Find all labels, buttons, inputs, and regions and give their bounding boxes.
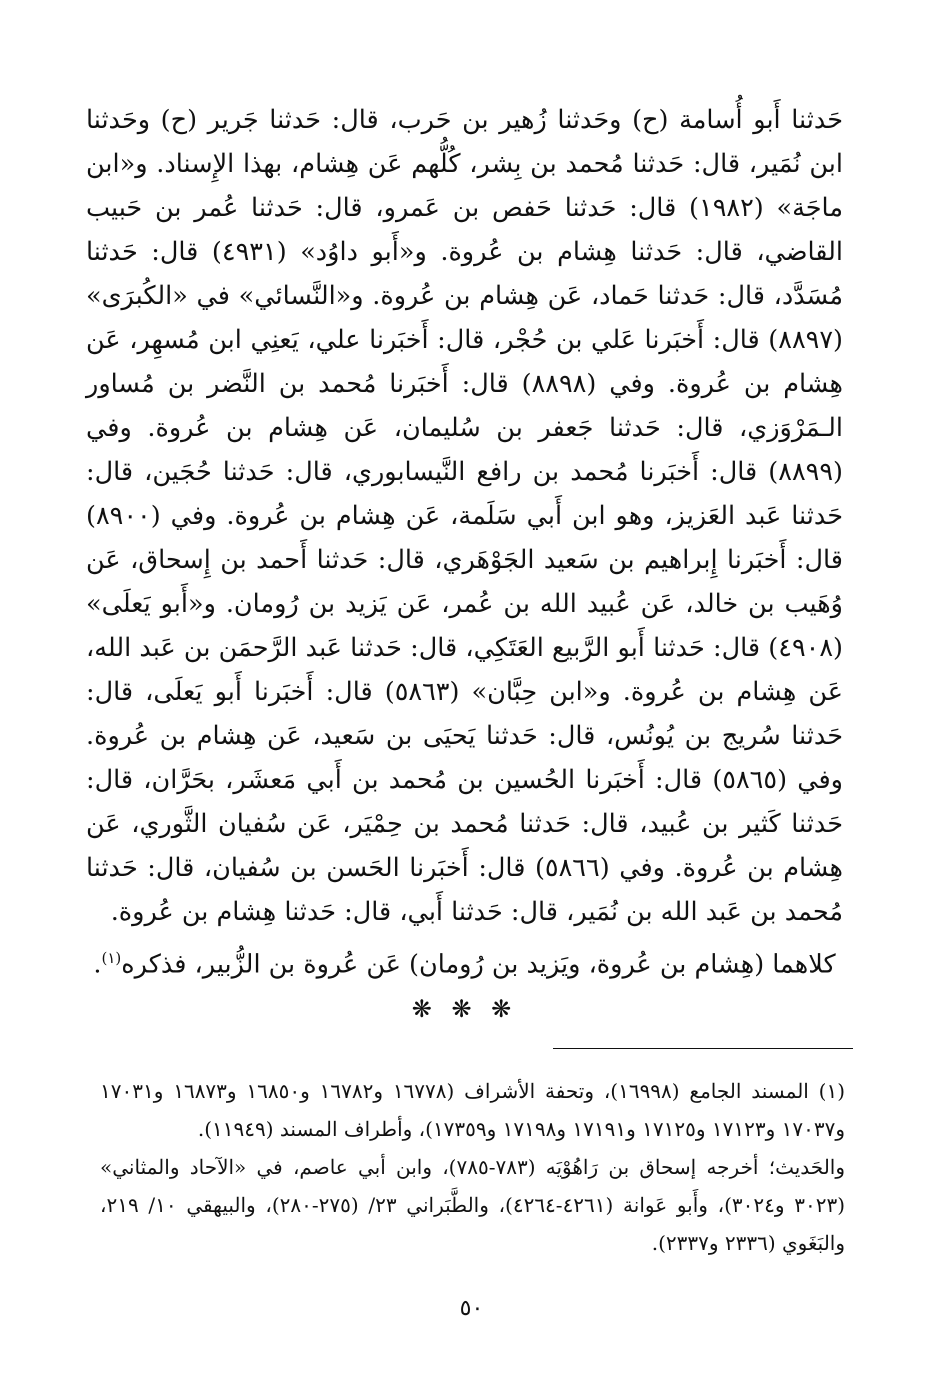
summary-end: . xyxy=(93,949,102,980)
paragraph-hadith-chain: حَدثنا أَبو أُسامة (ح) وحَدثنا زُهير بن حَرب، قال: حَدثنا جَرير (ح) وحَدثنا ابن نُمَير، قال: حَدثنا مُحمد بن بِشر، كُلُّهم عَن هِشام، بهذا الإِسناد. و«ابن ماجَة» (١٩٨٢) قال: حَدثنا حَفص بن عَمرو، قال: حَدثنا عُمر بن حَبيب القاضي، قال: حَدثنا هِشام بن عُروة. و«أَبو داوُد» (٤٩٣١) قال: حَدثنا مُسَدَّد، قال: حَدثنا حَماد، عَن هِشام بن عُروة. و«النَّسائي» في «الكُبرَى» (٨٨٩٧) قال: أَخبَرنا عَلي بن حُجْر، قال: أَخبَرنا علي، يَعنِي ابن مُسهِر، عَن هِشام بن عُروة. وفي (٨٨٩٨) قال: أَخبَرنا مُحمد بن النَّضر بن مُساور الـمَرْوَزي، قال: حَدثنا جَعفر بن سُليمان، عَن هِشام بن عُروة. وفي (٨٨٩٩) قال: أَخبَرنا مُحمد بن رافع النَّيسابوري، قال: حَدثنا حُجَين، قال: حَدثنا عَبد العَزيز، وهو ابن أَبي سَلَمة، عَن هِشام بن عُروة. وفي (٨٩٠٠) قال: أَخبَرنا إِبراهيم بن سَعيد الجَوْهَري، قال: حَدثنا أَحمد بن إِسحاق، عَن وُهَيب بن خالد، عَن عُبيد الله بن عُمر، عَن يَزيد بن رُومان. و«أَبو يَعلَى» (٤٩٠٨) قال: حَدثنا أَبو الرَّبيع العَتَكِي، قال: حَدثنا عَبد الرَّحمَن بن عَبد الله، عَن هِشام بن عُروة. و«ابن حِبَّان» (٥٨٦٣) قال: أَخبَرنا أَبو يَعلَى، قال: حَدثنا سُريج بن يُونُس، قال: حَدثنا يَحيَى بن سَعيد، عَن هِشام بن عُروة. وفي (٥٨٦٥) قال: أَخبَرنا الحُسين بن مُحمد بن أَبي مَعشَر، بحَرَّان، قال: حَدثنا كَثير بن عُبيد، قال: حَدثنا مُحمد بن حِمْيَر، عَن سُفيان الثَّوري، عَن هِشام بن عُروة. وفي (٥٨٦٦) قال: أَخبَرنا الحَسن بن سُفيان، قال: حَدثنا مُحمد بن عَبد الله بن نُمَير، قال: حَدثنا أَبي، قال: حَدثنا هِشام بن عُروة. xyxy=(86,105,843,927)
footnote-1: (١) المسند الجامع (١٦٩٩٨)، وتحفة الأشراف (١٦٧٧٨ و١٦٧٨٢ و١٦٨٥٠ و١٦٨٧٣ و١٧٠٣١ و١٧٠٣٧ و١٧١٢٣ و١٧١٢٥ و١٧١٩١ و١٧١٩٨ و١٧٣٥٩)، وأطراف المسند (١١٩٤٩). xyxy=(100,1079,846,1141)
page-number: ٥٠ xyxy=(459,1296,484,1321)
footnotes xyxy=(100,1072,845,1262)
section-separator: ❋ ❋ ❋ xyxy=(411,994,518,1023)
footnote-ref[interactable]: (١) xyxy=(101,949,122,967)
footnote-divider xyxy=(553,1048,853,1049)
paragraph-summary xyxy=(86,936,843,987)
main-text xyxy=(86,98,843,1031)
footnote-2: والحَديث؛ أخرجه إسحاق بن رَاهُوْيَه (٧٨٣-٧٨٥)، وابن أبي عاصم، في «الآحاد والمثاني» (٣٠٢٣ و٣٠٢٤)، وأَبو عَوانة (٤٢٦١-٤٢٦٤)، والطَّبَراني ٢٣/ (٢٧٥-٢٨٠)، والبيهقي ١٠/ ٢١٩، والبَغَوي (٢٣٣٦ و٢٣٣٧). xyxy=(100,1155,845,1255)
summary-text: كلاهما (هِشام بن عُروة، ويَزيد بن رُومان) عَن عُروة بن الزُّبير، فذكره xyxy=(121,949,836,980)
